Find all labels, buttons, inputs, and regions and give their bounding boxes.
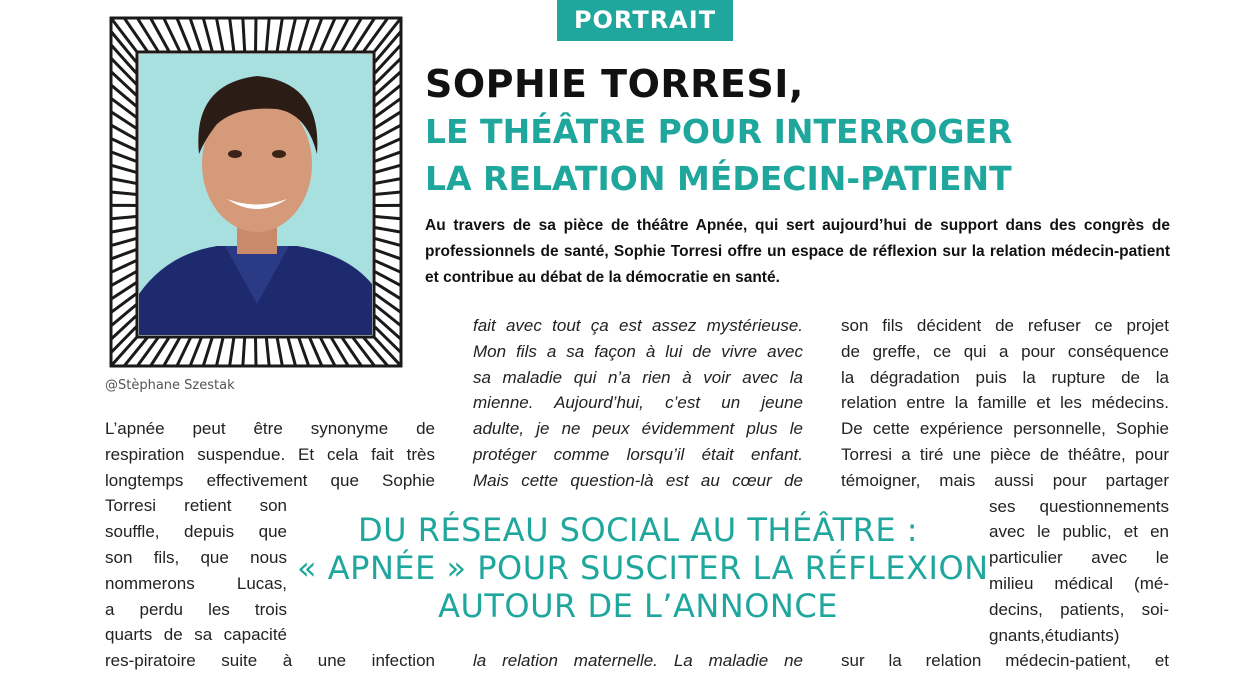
body-line: la relation maternelle. La maladie ne xyxy=(473,651,803,670)
body-line: Mon fils a sa façon à lui de vivre avec xyxy=(473,341,803,361)
body-line: longtemps effectivement que Sophie xyxy=(105,470,435,490)
body-column-2 xyxy=(473,313,803,494)
body-line: son fils décident de refuser ce projet xyxy=(841,316,1169,335)
body-line: de greffe, ce qui a pour conséquence xyxy=(841,341,1169,361)
body-line: respiration suspendue. Et cela fait très xyxy=(105,444,435,464)
article-subtitle-line-2: LA RELATION MÉDECIN-PATIENT xyxy=(425,159,1012,198)
body-line: gnants,étudiants) xyxy=(989,625,1120,645)
portrait-photo xyxy=(107,14,405,370)
body-line: fait avec tout ça est assez mystérieuse. xyxy=(473,316,803,335)
body-line: souffle, depuis que xyxy=(105,522,287,542)
body-line: De cette expérience personnelle, Sophie xyxy=(841,419,1169,439)
body-line: res-piratoire suite à une infection xyxy=(105,651,435,671)
body-line: nommerons Lucas, xyxy=(105,573,287,593)
body-line: sa maladie qui n’a rien à voir avec la xyxy=(473,367,803,387)
article-title-name: SOPHIE TORRESI, xyxy=(425,62,804,106)
body-line: son fils, que nous xyxy=(105,547,287,567)
pull-quote-line-1: DU RÉSEAU SOCIAL AU THÉÂTRE : xyxy=(357,511,919,549)
body-line: particulier avec le xyxy=(989,548,1169,568)
photo-credit: @Stèphane Szestak xyxy=(105,378,235,393)
pull-quote-line-2: « APNÉE » POUR SUSCITER LA RÉFLEXION xyxy=(297,549,989,587)
body-line: adulte, je ne peux évidemment plus le xyxy=(473,419,803,439)
body-line: milieu médical (mé- xyxy=(989,573,1169,593)
article-subtitle-line-1: LE THÉÂTRE POUR INTERROGER xyxy=(425,112,1013,151)
body-line: témoigner, mais aussi pour partager xyxy=(841,470,1169,490)
body-line: protéger comme lorsqu’il était enfant. xyxy=(473,444,803,464)
body-line: relation entre la famille et les médecins. xyxy=(841,393,1169,413)
portrait-image xyxy=(139,54,372,335)
section-tag: PORTRAIT xyxy=(557,0,733,41)
body-line: Torresi retient son xyxy=(105,496,287,516)
body-column-3-continued xyxy=(841,648,1169,674)
body-line: quarts de sa capacité xyxy=(105,625,287,645)
body-column-2-continued xyxy=(473,648,803,674)
body-line: ses questionnements xyxy=(989,496,1169,516)
body-line: L’apnée peut être synonyme de xyxy=(105,419,435,438)
body-line: la dégradation puis la rupture de la xyxy=(841,367,1169,387)
article-lede: Au travers de sa pièce de théâtre Apnée, qui sert aujourd’hui de support dans des congrès de professionnels de santé, Sophie Torresi offre un espace de réflexion sur la relation médecin-patient et contribue au débat de la démocratie en santé. xyxy=(425,217,1170,286)
body-line: mienne. Aujourd’hui, c’est un jeune xyxy=(473,393,803,413)
body-line: a perdu les trois xyxy=(105,599,287,619)
body-line: avec le public, et en xyxy=(989,522,1169,542)
pull-quote xyxy=(297,511,989,625)
pull-quote-line-3: AUTOUR DE L’ANNONCE xyxy=(438,587,838,625)
body-line: Torresi a tiré une pièce de théâtre, pour xyxy=(841,444,1169,464)
body-line: Mais cette question-là est au cœur de xyxy=(473,470,803,490)
body-line: decins, patients, soi- xyxy=(989,599,1169,619)
body-line: sur la relation médecin-patient, et xyxy=(841,651,1169,670)
